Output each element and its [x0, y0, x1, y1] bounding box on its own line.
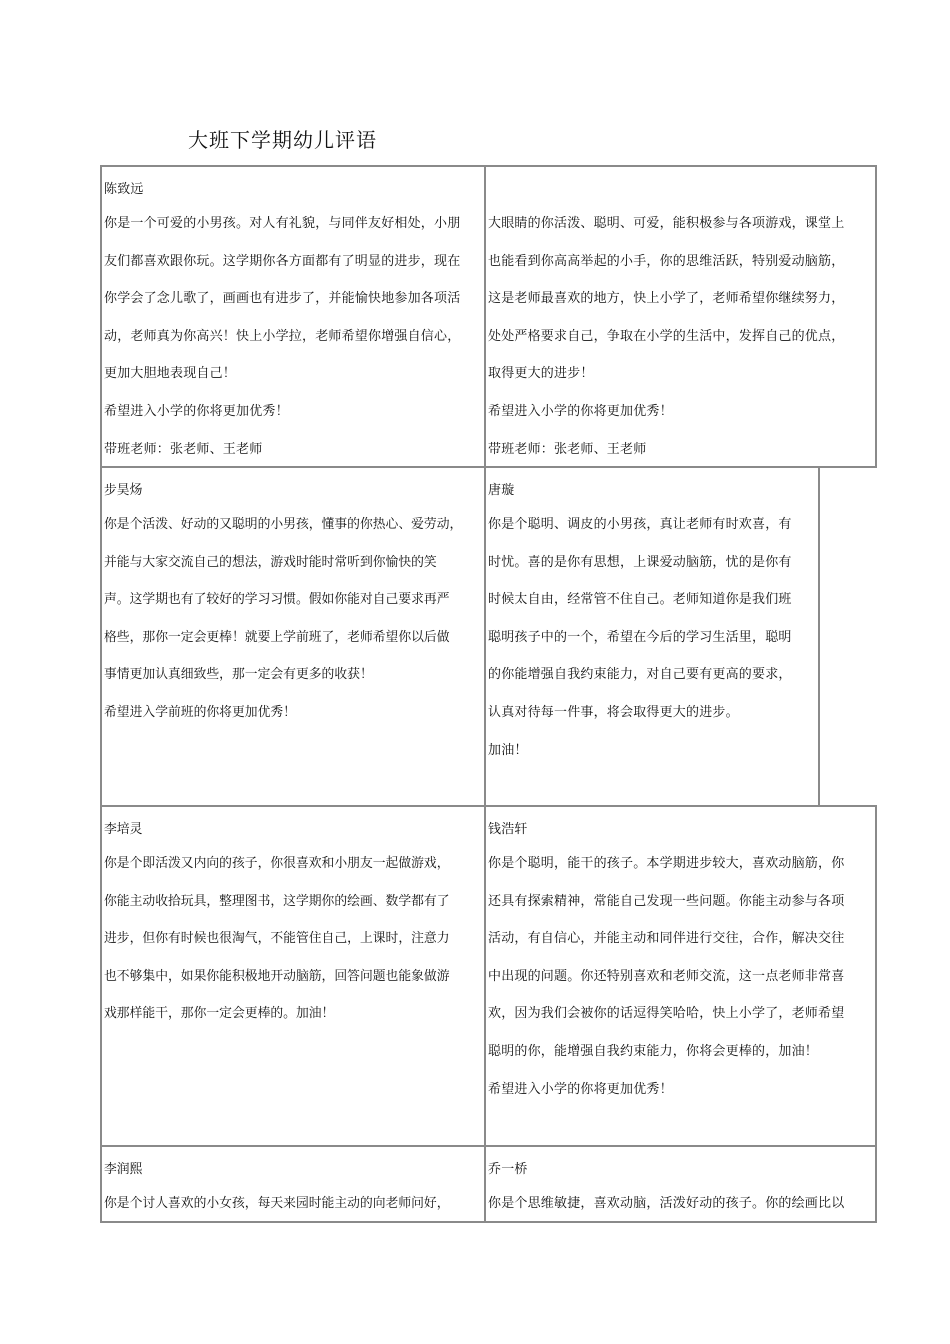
student-name: 钱浩轩: [488, 822, 528, 837]
comment-line: 处处严格要求自己，争取在小学的生活中，发挥自己的优点，: [488, 328, 845, 344]
comment-line: 你是个聪明、调皮的小男孩，真让老师有时欢喜，有: [488, 517, 792, 532]
comment-line: 也不够集中，如果你能积极地开动脑筋，回答问题也能象做游: [104, 968, 450, 984]
comment-line: 友们都喜欢跟你玩。这学期你各方面都有了明显的进步，现在: [104, 253, 461, 269]
student-name: 陈致远: [104, 182, 144, 197]
comment-line: 中出现的问题。你还特别喜欢和老师交流，这一点老师非常喜: [488, 968, 845, 984]
page-title: 大班下学期幼儿评语: [188, 128, 377, 152]
comment-line: 希望进入小学的你将更加优秀！: [104, 403, 289, 419]
comment-cell-chen-zhiyuan: [100, 165, 486, 468]
comment-cell-bu-haoyang: [100, 466, 486, 807]
student-name: 乔一桥: [488, 1162, 528, 1177]
comment-line: 你是一个可爱的小男孩。对人有礼貌，与同伴友好相处，小朋: [104, 216, 461, 231]
comment-line: 取得更大的进步！: [488, 366, 594, 382]
comment-line: 认真对待每一件事，将会取得更大的进步。: [488, 704, 739, 720]
comment-line: 进步，但你有时候也很淘气，不能管住自己，上课时，注意力: [104, 931, 450, 947]
comment-line: 格些，那你一定会更棒！就要上学前班了，老师希望你以后做: [104, 629, 450, 645]
comment-cell-unnamed: [484, 165, 877, 468]
comment-line: 你是个讨人喜欢的小女孩，每天来园时能主动的向老师问好，: [104, 1196, 450, 1211]
teacher-signature: 带班老师：张老师、王老师: [488, 441, 647, 457]
comment-line: 事情更加认真细致些，那一定会有更多的收获！: [104, 667, 373, 683]
comment-line: 时忧。喜的是你有思想，上课爱动脑筋，忧的是你有: [488, 554, 792, 570]
teacher-signature: 带班老师：张老师、王老师: [104, 441, 263, 457]
comment-line: 更加大胆地表现自己！: [104, 366, 237, 382]
comment-line: 动，老师真为你高兴！快上小学拉，老师希望你增强自信心，: [104, 328, 461, 344]
comment-line: 希望进入学前班的你将更加优秀！: [104, 704, 296, 720]
student-name: 步昊炀: [104, 483, 143, 498]
comment-line: 加油！: [488, 742, 528, 758]
comment-line: 欢，因为我们会被你的话逗得笑哈哈，快上小学了，老师希望: [488, 1006, 845, 1022]
comment-line: 也能看到你高高举起的小手，你的思维活跃，特别爱动脑筋，: [488, 253, 845, 269]
comment-line: 聪明孩子中的一个，希望在今后的学习生活里，聪明: [488, 629, 792, 645]
comment-line: 你是个思维敏捷，喜欢动脑，活泼好动的孩子。你的绘画比以: [488, 1196, 845, 1211]
comment-line: 大眼睛的你活泼、聪明、可爱，能积极参与各项游戏，课堂上: [488, 216, 845, 231]
student-name: 李润熙: [104, 1162, 143, 1177]
comment-line: 戏那样能干，那你一定会更棒的。加油！: [104, 1006, 335, 1022]
comment-line: 你是个即活泼又内向的孩子，你很喜欢和小朋友一起做游戏，: [104, 856, 450, 871]
comment-line: 并能与大家交流自己的想法，游戏时能时常听到你愉快的笑: [104, 554, 437, 570]
comment-line: 你是个聪明，能干的孩子。本学期进步较大，喜欢动脑筋，你: [488, 856, 845, 871]
comment-line: 你能主动收拾玩具，整理图书，这学期你的绘画、数学都有了: [104, 893, 450, 909]
comment-cell-li-peiling: [100, 805, 486, 1147]
comment-cell-li-runxi: [100, 1145, 486, 1223]
comment-line: 活动，有自信心，并能主动和同伴进行交往，合作，解决交往: [488, 931, 845, 947]
comment-line: 的你能增强自我约束能力，对自己要有更高的要求，: [488, 667, 792, 683]
comment-line: 聪明的你，能增强自我约束能力，你将会更棒的，加油！: [488, 1043, 819, 1059]
comment-line: 时候太自由，经常管不住自己。老师知道你是我们班: [488, 592, 792, 608]
comment-cell-tang-xuan: [484, 466, 820, 807]
comment-line: 这是老师最喜欢的地方，快上小学了，老师希望你继续努力，: [488, 291, 845, 307]
student-name: 李培灵: [104, 822, 143, 837]
student-name: [488, 175, 875, 205]
comment-cell-qiao-yiqiao: [484, 1145, 877, 1223]
comment-line: 你是个活泼、好动的又聪明的小男孩，懂事的你热心、爱劳动，: [104, 517, 463, 532]
comment-line: 声。这学期也有了较好的学习习惯。假如你能对自己要求再严: [104, 592, 450, 608]
comment-line: 还具有探索精神，常能自己发现一些问题。你能主动参与各项: [488, 893, 845, 909]
comment-line: 希望进入小学的你将更加优秀！: [488, 1081, 673, 1097]
comment-line: 你学会了念儿歌了，画画也有进步了，并能愉快地参加各项活: [104, 291, 461, 307]
student-name: 唐璇: [488, 483, 515, 498]
comment-line: 希望进入小学的你将更加优秀！: [488, 403, 673, 419]
comment-cell-qian-haoxuan: [484, 805, 877, 1147]
